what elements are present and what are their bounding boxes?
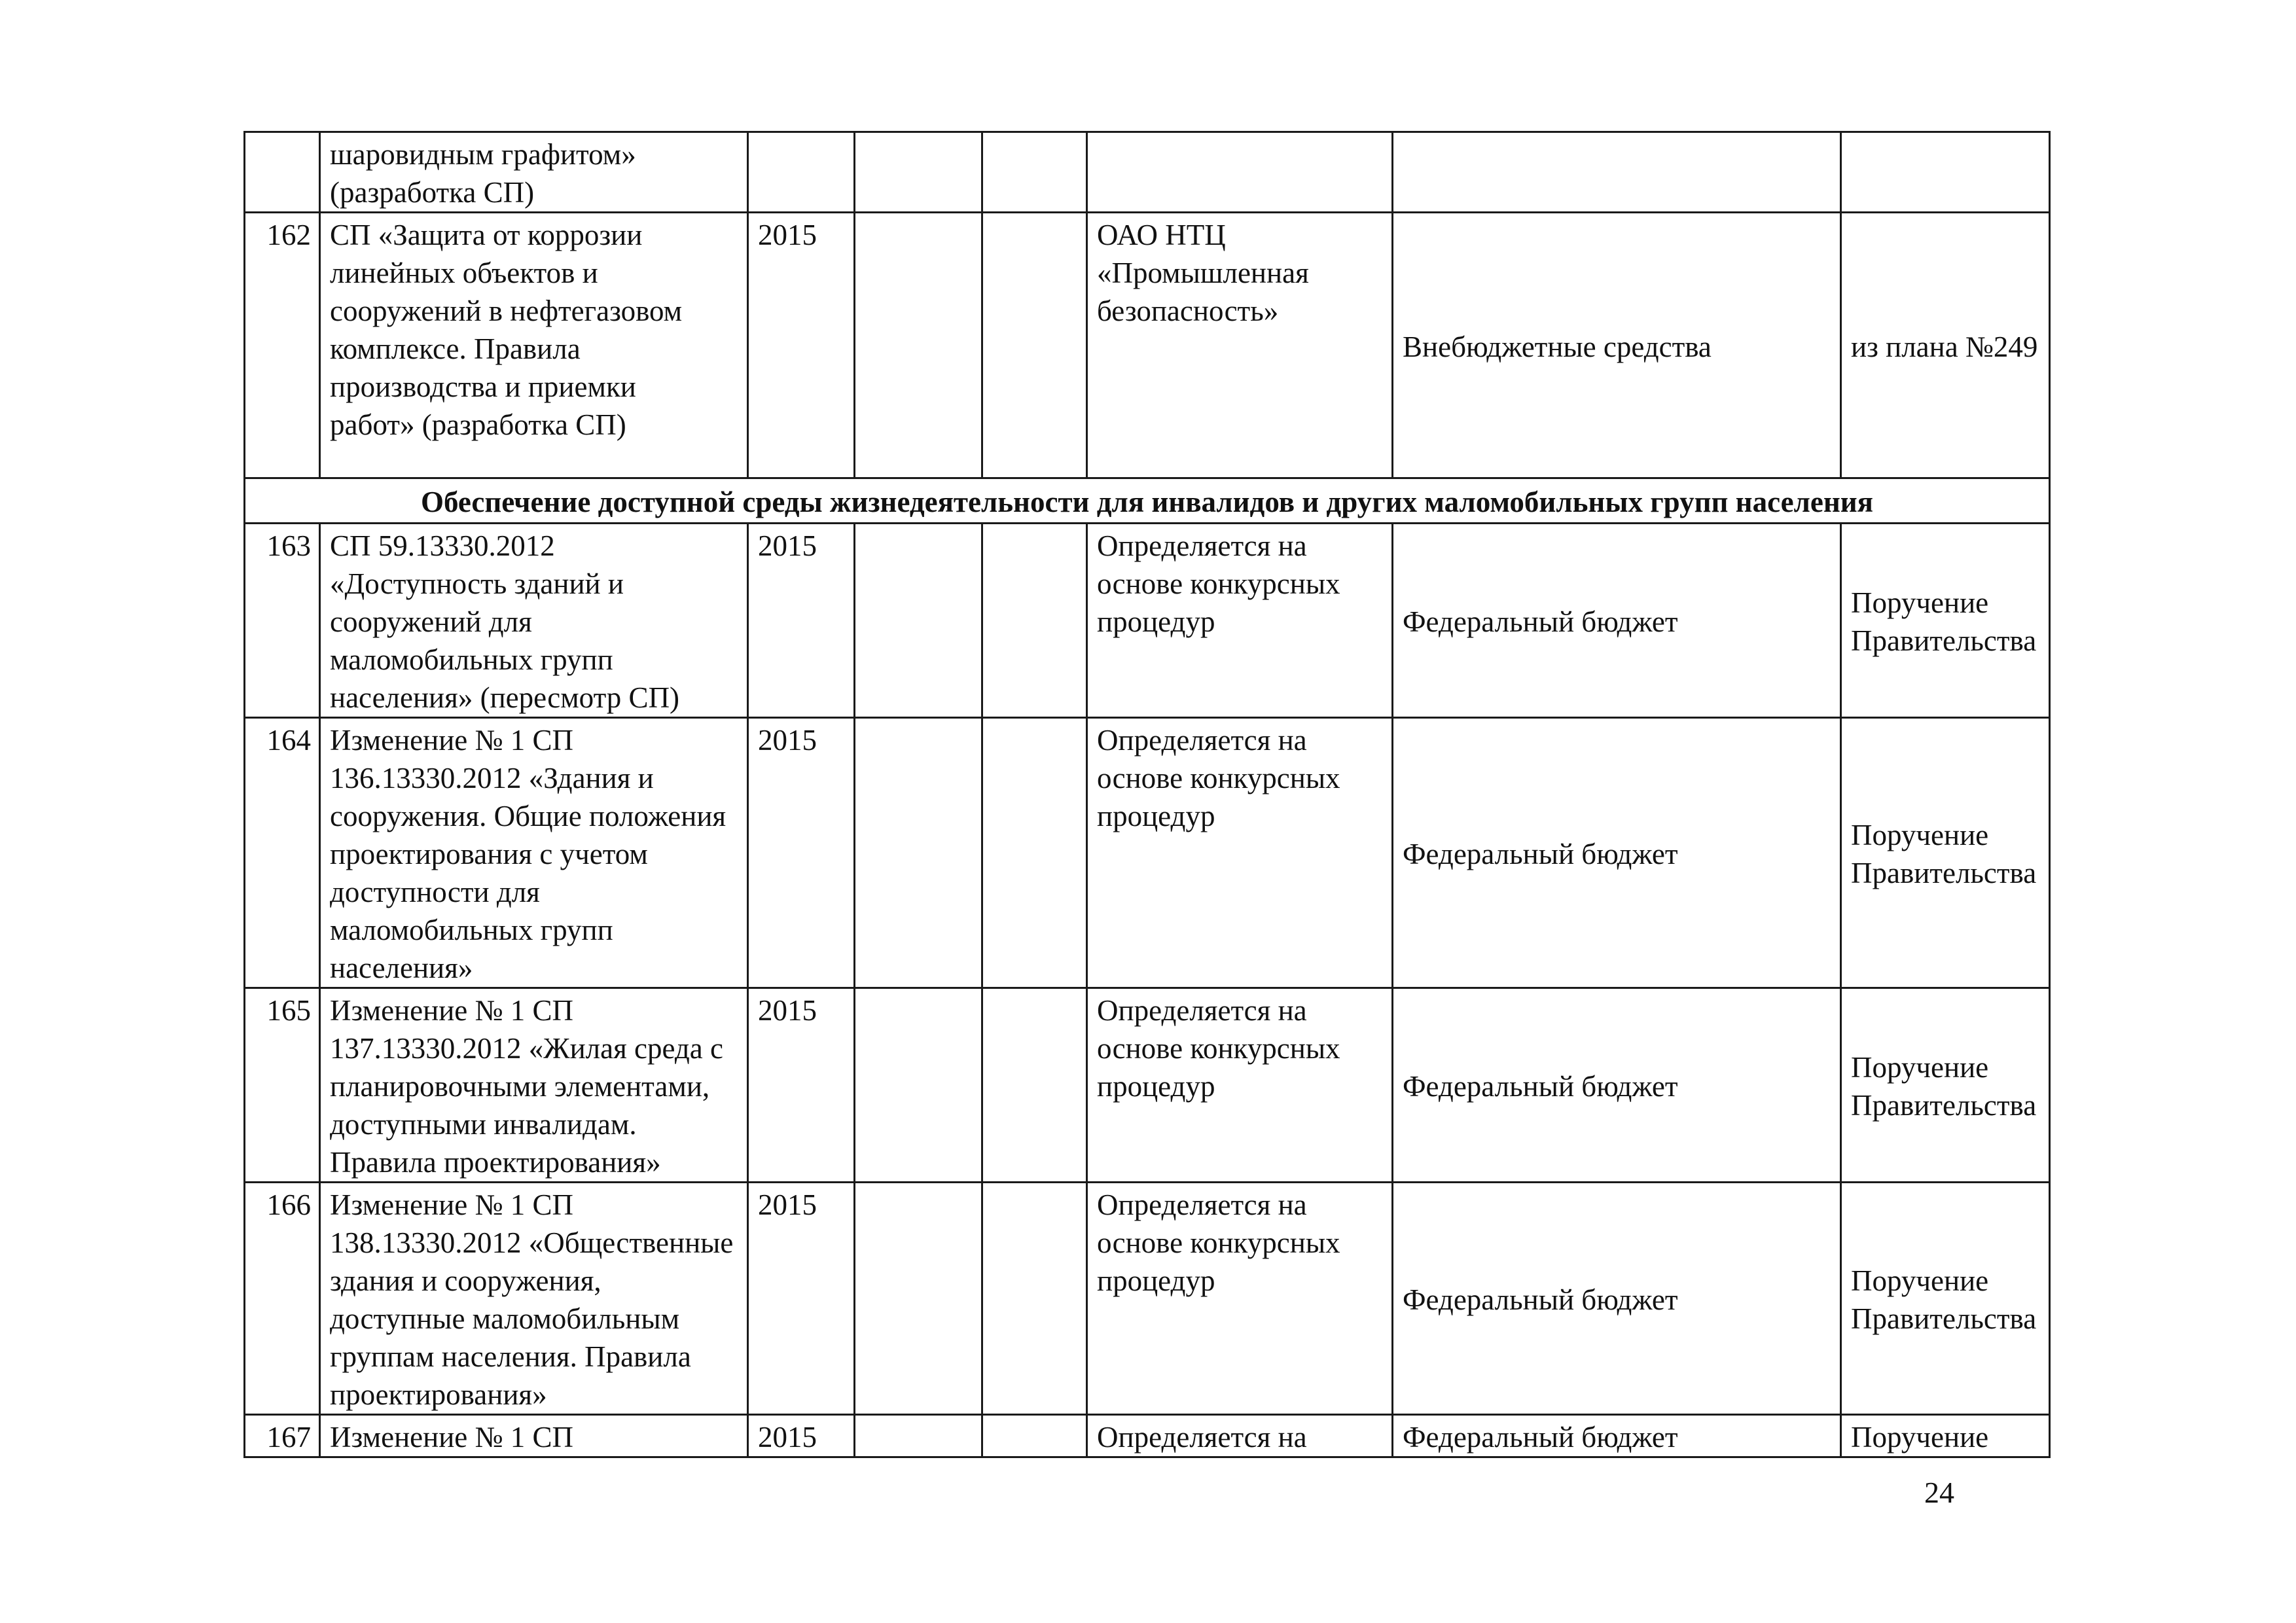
empty-cell [855, 1183, 982, 1415]
empty-cell [855, 213, 982, 478]
year-cell: 2015 [748, 988, 855, 1183]
year-cell: 2015 [748, 524, 855, 718]
row-number: 162 [245, 213, 320, 478]
year-cell [748, 132, 855, 213]
table-row [245, 132, 2050, 213]
funding-cell: Федеральный бюджет [1393, 1183, 1841, 1415]
funding-cell: Внебюджетные средства [1393, 213, 1841, 478]
document-title: Изменение № 1 СП 136.13330.2012 «Здания и сооружения. Общие положения проектирования с учетом доступности для маломобильных групп населения» [320, 718, 748, 988]
executor-cell: Определяется на основе конкурсных процедур [1087, 718, 1393, 988]
year-cell: 2015 [748, 1183, 855, 1415]
executor-cell: Определяется на [1087, 1415, 1393, 1457]
plan-table [243, 131, 2051, 1458]
row-number: 167 [245, 1415, 320, 1457]
year-cell: 2015 [748, 718, 855, 988]
executor-cell: Определяется на основе конкурсных процедур [1087, 988, 1393, 1183]
table-row [245, 1183, 2050, 1415]
table-row [245, 1415, 2050, 1457]
document-title: шаровидным графитом» (разработка СП) [320, 132, 748, 213]
basis-cell: Поручение Правительства [1841, 718, 2050, 988]
document-title: Изменение № 1 СП 137.13330.2012 «Жилая среда с планировочными элементами, доступными инвалидам. Правила проектирования» [320, 988, 748, 1183]
basis-cell: Поручение Правительства [1841, 1183, 2050, 1415]
document-title: СП 59.13330.2012 «Доступность зданий и сооружений для маломобильных групп населения» (пересмотр СП) [320, 524, 748, 718]
basis-cell: из плана №249 [1841, 213, 2050, 478]
basis-cell: Поручение Правительства [1841, 524, 2050, 718]
page-number: 24 [1924, 1476, 1954, 1509]
empty-cell [855, 524, 982, 718]
row-number: 165 [245, 988, 320, 1183]
empty-cell [982, 132, 1087, 213]
basis-cell [1841, 132, 2050, 213]
empty-cell [982, 1415, 1087, 1457]
table-row [245, 524, 2050, 718]
empty-cell [982, 988, 1087, 1183]
funding-cell: Федеральный бюджет [1393, 988, 1841, 1183]
empty-cell [855, 988, 982, 1183]
row-number: 163 [245, 524, 320, 718]
table-row [245, 213, 2050, 478]
basis-cell: Поручение [1841, 1415, 2050, 1457]
empty-cell [855, 132, 982, 213]
funding-cell [1393, 132, 1841, 213]
table-row [245, 718, 2050, 988]
empty-cell [855, 718, 982, 988]
row-number: 164 [245, 718, 320, 988]
empty-cell [982, 718, 1087, 988]
empty-cell [982, 1183, 1087, 1415]
funding-cell: Федеральный бюджет [1393, 1415, 1841, 1457]
empty-cell [982, 213, 1087, 478]
executor-cell [1087, 132, 1393, 213]
document-title: СП «Защита от коррозии линейных объектов и сооружений в нефтегазовом комплексе. Правила производства и приемки работ» (разработка СП) [320, 213, 748, 478]
executor-cell: Определяется на основе конкурсных процедур [1087, 524, 1393, 718]
executor-cell: ОАО НТЦ «Промышленная безопасность» [1087, 213, 1393, 478]
empty-cell [982, 524, 1087, 718]
document-title: Изменение № 1 СП [320, 1415, 748, 1457]
row-number: 166 [245, 1183, 320, 1415]
funding-cell: Федеральный бюджет [1393, 718, 1841, 988]
empty-cell [855, 1415, 982, 1457]
row-number [245, 132, 320, 213]
section-header-row [245, 478, 2050, 524]
basis-cell: Поручение Правительства [1841, 988, 2050, 1183]
document-title: Изменение № 1 СП 138.13330.2012 «Общественные здания и сооружения, доступные маломобильным группам населения. Правила проектирования» [320, 1183, 748, 1415]
table-row [245, 988, 2050, 1183]
funding-cell: Федеральный бюджет [1393, 524, 1841, 718]
year-cell: 2015 [748, 213, 855, 478]
section-title: Обеспечение доступной среды жизнедеятельности для инвалидов и других маломобильных групп населения [245, 478, 2050, 524]
executor-cell: Определяется на основе конкурсных процедур [1087, 1183, 1393, 1415]
year-cell: 2015 [748, 1415, 855, 1457]
